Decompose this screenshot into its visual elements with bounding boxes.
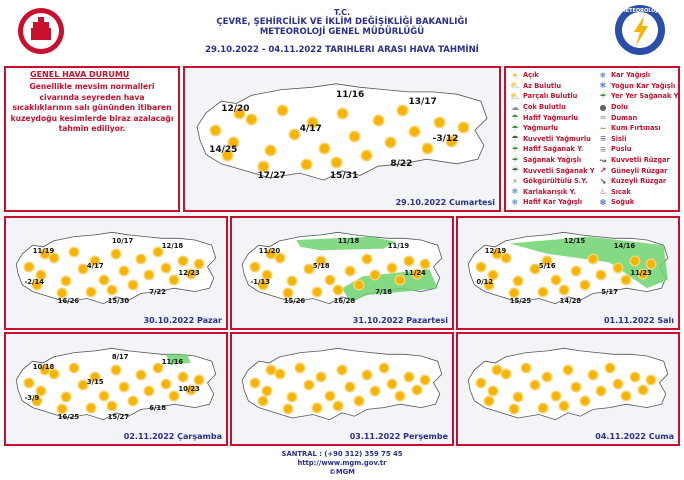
sun-icon xyxy=(332,158,341,167)
sun-icon xyxy=(251,263,259,271)
sun-icon xyxy=(326,276,334,284)
temperature-label: 11/16 xyxy=(161,357,184,366)
sun-icon xyxy=(154,364,162,372)
sun-icon xyxy=(622,276,630,284)
legend-weather-icon: ≈ xyxy=(599,113,607,123)
legend-item xyxy=(510,197,595,208)
legend-item xyxy=(598,176,680,187)
sun-icon xyxy=(622,392,630,400)
sun-icon xyxy=(374,116,383,125)
legend-item xyxy=(598,102,680,113)
sun-icon xyxy=(380,364,388,372)
legend-label: Kar Yağışlı xyxy=(611,71,651,80)
legend-item xyxy=(598,134,680,145)
footer-phone: SANTRAL : (+90 312) 359 75 45 xyxy=(281,450,403,458)
temperature-label: 15/26 xyxy=(283,296,306,305)
sun-icon xyxy=(276,254,284,262)
sun-icon xyxy=(589,371,597,379)
temperature-label: 16/26 xyxy=(57,296,80,305)
legend-weather-icon: ⛅ xyxy=(510,81,520,91)
map-day-1 xyxy=(183,66,501,212)
legend-label: Puslu xyxy=(611,145,632,154)
legend-label: Sisli xyxy=(611,134,627,143)
legend-label: Çok Bulutlu xyxy=(523,103,566,112)
temperature-label: 11/24 xyxy=(404,269,426,278)
sun-icon xyxy=(581,281,589,289)
temperature-label: 4/17 xyxy=(299,124,322,135)
sun-icon xyxy=(179,373,187,381)
sun-icon xyxy=(305,265,313,273)
temperature-label: 16/25 xyxy=(57,412,80,421)
sun-icon xyxy=(485,397,493,405)
legend-label: Yer Yer Sağanak Y. xyxy=(611,92,680,101)
sun-icon xyxy=(614,380,622,388)
legend-label: Karlakarışık Y. xyxy=(523,187,576,196)
sun-icon xyxy=(79,265,87,273)
sun-icon xyxy=(162,264,170,272)
legend-weather-icon: ☂ xyxy=(511,113,519,123)
legend-label: Dolu xyxy=(611,103,628,112)
sun-icon xyxy=(259,397,267,405)
legend-weather-icon: ☁ xyxy=(511,102,519,112)
legend-label: Kuvvetli Sağanak Y xyxy=(523,166,595,175)
legend-label: Yağmurlu xyxy=(523,124,559,133)
legend-item xyxy=(598,70,680,81)
temperature-label: -3/12 xyxy=(432,133,459,144)
legend-weather-icon: ❄ xyxy=(599,81,607,91)
legend-weather-icon: ⚡ xyxy=(512,176,518,186)
legend-weather-icon: ♨ xyxy=(599,187,607,197)
legend-label: Hafif Kar Yağışlı xyxy=(523,198,583,207)
sun-icon xyxy=(87,288,95,296)
sun-icon xyxy=(363,255,371,263)
sun-icon xyxy=(631,257,639,265)
sun-icon xyxy=(313,404,321,412)
map-date-label: 04.11.2022 Cuma xyxy=(595,432,674,441)
legend-weather-icon: ❄ xyxy=(511,197,519,207)
sun-icon xyxy=(179,257,187,265)
temperature-label: 15/30 xyxy=(107,296,130,305)
temperature-label: 11/23 xyxy=(630,269,652,278)
temperature-label: 16/28 xyxy=(333,296,356,305)
sun-icon xyxy=(154,248,162,256)
sun-icon xyxy=(320,144,329,153)
sun-icon xyxy=(334,402,342,410)
temperature-label: 11/19 xyxy=(32,246,55,255)
general-weather-panel xyxy=(4,66,180,212)
map-day-5 xyxy=(4,332,228,446)
temperature-label: 17/27 xyxy=(257,170,286,181)
sun-icon xyxy=(543,373,551,381)
temperature-label: -3/9 xyxy=(24,393,40,402)
sun-icon xyxy=(606,364,614,372)
legend-item xyxy=(510,155,595,166)
sun-icon xyxy=(552,392,560,400)
footer-copyright: ©MGM xyxy=(329,468,355,476)
sun-icon xyxy=(502,370,510,378)
temperature-label: 11/19 xyxy=(387,241,410,250)
legend-weather-icon: ☔ xyxy=(511,144,519,154)
legend-weather-icon: ~ xyxy=(599,123,607,133)
legend-weather-icon: ☀ xyxy=(511,70,519,80)
sun-icon xyxy=(355,281,363,289)
sun-icon xyxy=(564,366,572,374)
map-date-label: 29.10.2022 Cumartesi xyxy=(395,198,495,207)
turkey-land xyxy=(468,348,668,419)
sun-icon xyxy=(302,160,311,169)
legend-weather-icon: ✻ xyxy=(599,197,607,207)
sun-icon xyxy=(170,392,178,400)
sun-icon xyxy=(108,286,116,294)
sun-icon xyxy=(539,404,547,412)
legend-right-column xyxy=(598,70,680,208)
general-weather-title: GENEL HAVA DURUMU xyxy=(30,70,130,79)
sun-icon xyxy=(531,265,539,273)
temperature-label: 14/16 xyxy=(613,241,636,250)
legend-weather-icon: ❄ xyxy=(511,187,519,197)
temperature-label: 3/15 xyxy=(86,378,104,387)
legend-item xyxy=(510,91,595,102)
legend-item xyxy=(510,123,595,134)
legend-weather-icon: ☔ xyxy=(511,166,519,176)
sun-icon xyxy=(129,281,137,289)
header xyxy=(0,0,684,60)
legend-weather-icon: ↘ xyxy=(599,176,607,186)
sun-icon xyxy=(531,381,539,389)
temperature-label: 0/12 xyxy=(476,277,494,286)
legend-item xyxy=(510,102,595,113)
sun-icon xyxy=(276,370,284,378)
sun-icon xyxy=(247,115,256,124)
map-day-6 xyxy=(230,332,454,446)
temperature-label: 12/20 xyxy=(221,103,250,114)
temperature-label: 10/18 xyxy=(32,362,55,371)
legend-label: Az Bulutlu xyxy=(523,81,562,90)
sun-icon xyxy=(338,109,347,118)
legend-label: Sıcak xyxy=(611,187,631,196)
legend-weather-icon: ☂ xyxy=(511,123,519,133)
legend-weather-icon: ☔ xyxy=(599,91,607,101)
legend-item xyxy=(598,165,680,176)
sun-icon xyxy=(405,257,413,265)
sun-icon xyxy=(502,254,510,262)
sun-icon xyxy=(614,264,622,272)
sun-icon xyxy=(137,371,145,379)
legend-weather-icon: ☂ xyxy=(511,134,519,144)
legend-label: Hafif Sağanak Y. xyxy=(523,145,584,154)
sun-icon xyxy=(162,380,170,388)
legend-item xyxy=(510,134,595,145)
legend-item xyxy=(598,187,680,198)
legend-weather-icon: ● xyxy=(599,102,607,112)
legend-weather-icon: ≡ xyxy=(599,144,607,154)
legend-weather-icon: ❄ xyxy=(599,70,607,80)
temperature-label: 11/20 xyxy=(258,246,281,255)
sun-icon xyxy=(108,402,116,410)
sun-icon xyxy=(477,379,485,387)
legend-item xyxy=(510,144,595,155)
sun-icon xyxy=(560,402,568,410)
sun-icon xyxy=(396,392,404,400)
map-date-label: 03.11.2022 Perşembe xyxy=(349,432,448,441)
temperature-label: 12/23 xyxy=(178,269,200,278)
legend-label: Soğuk xyxy=(611,198,635,207)
temperature-label: 13/17 xyxy=(408,96,437,107)
sun-icon xyxy=(552,276,560,284)
legend-item xyxy=(510,176,595,187)
legend-item xyxy=(510,187,595,198)
legend-label: Sağanak Yağışlı xyxy=(523,156,582,165)
map-day-2 xyxy=(4,216,228,330)
footer-url[interactable]: http://www.mgm.gov.tr xyxy=(297,459,387,467)
sun-icon xyxy=(317,373,325,381)
sun-icon xyxy=(25,263,33,271)
legend-left-column xyxy=(510,70,595,208)
map-day-7 xyxy=(456,332,680,446)
sun-icon xyxy=(129,397,137,405)
sun-icon xyxy=(477,263,485,271)
legend-weather-icon: ↗ xyxy=(599,166,607,176)
map-day-3 xyxy=(230,216,454,330)
sun-icon xyxy=(112,250,120,258)
sun-icon xyxy=(266,146,275,155)
temperature-label: 5/18 xyxy=(312,262,330,271)
sun-icon xyxy=(100,276,108,284)
sun-icon xyxy=(435,118,444,127)
header-ministry: ÇEVRE, ŞEHİRCİLİK VE İKLİM DEĞİŞİKLİĞİ BAKANLIĞI xyxy=(216,17,468,27)
legend-item xyxy=(598,155,680,166)
sun-icon xyxy=(87,404,95,412)
legend-item xyxy=(598,144,680,155)
sun-icon xyxy=(362,151,371,160)
sun-icon xyxy=(50,370,58,378)
sun-icon xyxy=(423,144,432,153)
temperature-label: 12/19 xyxy=(484,246,507,255)
map-date-label: 02.11.2022 Çarşamba xyxy=(123,432,222,441)
temperature-label: 14/25 xyxy=(209,145,238,156)
temperature-label: 10/17 xyxy=(111,236,134,245)
sun-icon xyxy=(313,288,321,296)
temperature-label: 4/17 xyxy=(86,262,104,271)
legend-label: Yoğun Kar Yağışlı xyxy=(611,81,676,90)
header-tc: T.C. xyxy=(333,8,351,17)
mgm-logo-icon xyxy=(614,4,666,56)
map-date-label: 30.10.2022 Pazar xyxy=(143,316,222,325)
sun-icon xyxy=(396,276,404,284)
header-directorate: METEOROLOJİ GENEL MÜDÜRLÜĞÜ xyxy=(259,27,425,37)
sun-icon xyxy=(589,255,597,263)
legend-label: Gökgürültülü S.Y. xyxy=(523,177,588,186)
temperature-label: 6/18 xyxy=(149,404,166,413)
sun-icon xyxy=(459,123,468,132)
sun-icon xyxy=(539,288,547,296)
legend-item xyxy=(598,197,680,208)
mgm-logo-text: METEOROLOJİ xyxy=(620,8,660,14)
legend-weather-icon: ↝ xyxy=(599,155,607,165)
sun-icon xyxy=(388,380,396,388)
legend-item xyxy=(510,81,595,92)
sun-icon xyxy=(334,286,342,294)
temperature-label: 11/18 xyxy=(337,236,360,245)
sun-icon xyxy=(305,381,313,389)
temperature-label: 14/28 xyxy=(559,296,582,305)
temperature-label: 5/17 xyxy=(601,288,618,297)
temperature-label: 5/16 xyxy=(538,262,556,271)
temperature-label: 7/18 xyxy=(375,288,392,297)
sun-icon xyxy=(405,373,413,381)
legend-panel xyxy=(504,66,680,212)
sun-icon xyxy=(137,255,145,263)
sun-icon xyxy=(290,130,299,139)
temperature-label: 8/17 xyxy=(111,352,129,361)
sun-icon xyxy=(560,286,568,294)
sun-icon xyxy=(112,366,120,374)
header-date-range: 29.10.2022 - 04.11.2022 TARIHLERI ARASI HAVA TAHMİNİ xyxy=(205,45,479,55)
legend-label: Parçalı Bulutlu xyxy=(523,92,578,101)
temperature-label: 11/16 xyxy=(335,89,365,100)
temperature-label: 12/18 xyxy=(161,241,184,250)
temperature-label: 15/31 xyxy=(329,170,359,181)
temperature-label: -1/13 xyxy=(250,277,270,286)
legend-label: Güneyli Rüzgar xyxy=(611,166,668,175)
legend-weather-icon: ≡ xyxy=(599,134,607,144)
temperature-label: 10/23 xyxy=(178,385,200,394)
temperature-label: 15/27 xyxy=(107,412,130,421)
legend-label: Hafif Yağmurlu xyxy=(523,113,579,122)
sun-icon xyxy=(338,366,346,374)
sun-icon xyxy=(631,373,639,381)
map-date-label: 01.11.2022 Salı xyxy=(603,316,674,325)
general-weather-text: Genellikle mevsim normalleri civarında seyreden hava sıcaklıklarının salı gününden itibaren kuzeydoğu kesimlerde biraz azalacağı tahmin ediliyor. xyxy=(10,82,174,133)
legend-label: Kuvvetli Rüzgar xyxy=(611,156,670,165)
map-day-4 xyxy=(456,216,680,330)
temperature-label: -2/14 xyxy=(24,277,44,286)
legend-weather-icon: ⛅ xyxy=(510,91,520,101)
sun-icon xyxy=(50,254,58,262)
map-date-label: 31.10.2022 Pazartesi xyxy=(352,316,448,325)
sun-icon xyxy=(363,371,371,379)
legend-weather-icon: ☔ xyxy=(511,155,519,165)
legend-item xyxy=(598,91,680,102)
temperature-label: 8/22 xyxy=(390,159,413,170)
legend-label: Duman xyxy=(611,113,638,122)
legend-label: Kuzeyli Rüzgar xyxy=(611,177,667,186)
sun-icon xyxy=(100,392,108,400)
legend-label: Kum Fırtınası xyxy=(611,124,661,133)
sun-icon xyxy=(79,381,87,389)
temperature-label: 7/22 xyxy=(149,288,166,297)
sun-icon xyxy=(170,276,178,284)
sun-icon xyxy=(251,379,259,387)
legend-item xyxy=(510,70,595,81)
turkey-land xyxy=(242,348,442,419)
legend-label: Açık xyxy=(523,71,539,80)
temperature-label: 15/25 xyxy=(509,296,532,305)
sun-icon xyxy=(388,264,396,272)
sun-icon xyxy=(326,392,334,400)
temperature-label: 12/15 xyxy=(563,236,586,245)
sun-icon xyxy=(355,397,363,405)
legend-label: Kuvvetli Yağmurlu xyxy=(523,134,591,143)
legend-item xyxy=(598,123,680,134)
sun-icon xyxy=(350,132,359,141)
sun-icon xyxy=(25,379,33,387)
legend-item xyxy=(510,165,595,176)
legend-item xyxy=(598,81,680,92)
legend-item xyxy=(510,112,595,123)
legend-item xyxy=(598,112,680,123)
sun-icon xyxy=(581,397,589,405)
